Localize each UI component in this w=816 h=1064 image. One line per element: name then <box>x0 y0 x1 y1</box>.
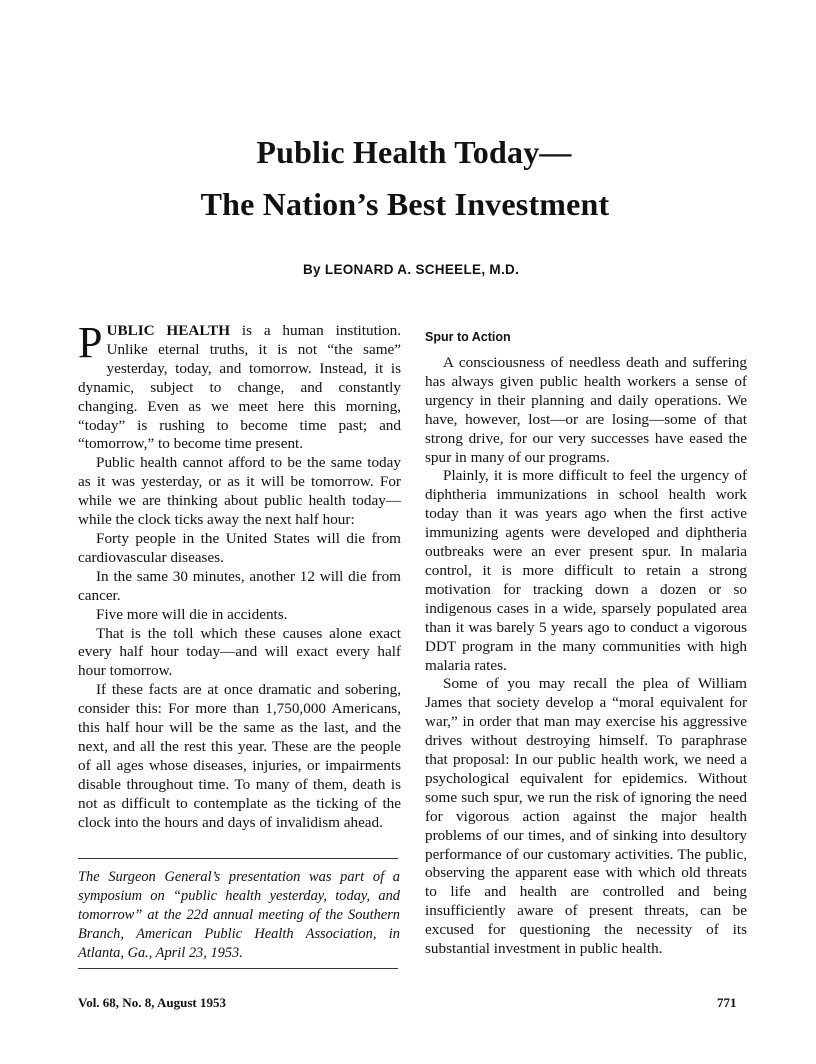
footnote-rule-bottom <box>78 968 398 969</box>
right-paragraph-2: Plainly, it is more difficult to feel the urgency of diphtheria immunizations in school health work today than it was years ago when the first active immunizing agents were developed and diphtheria outbreaks were an ever present spur. In malaria control, it is more difficult to retain a strong motivation for tracking down a dozen or so indigenous cases in a wide, sparsely populated area than it was barely 5 years ago to conduct a vigorous DDT program in the many communities with high malaria rates. <box>425 467 747 674</box>
right-column <box>425 354 747 959</box>
paragraph-1-text: is a human institution. Unlike eternal truths, it is not “the same” yesterday, today, and tomorrow. Instead, it is dynamic, subject to change, and constantly changing. Even as we meet here this morning, “today” is rushing to become time past; and “tomorrow,” to become time present. <box>78 322 401 453</box>
paragraph-4: In the same 30 minutes, another 12 will die from cancer. <box>78 567 401 604</box>
byline: By LEONARD A. SCHEELE, M.D. <box>303 262 520 277</box>
paragraph-2: Public health cannot afford to be the same today as it was yesterday, or as it will be tomorrow. For while we are thinking about public health today—while the clock ticks away the next half hour: <box>78 454 401 529</box>
article-title-line-2: The Nation’s Best Investment <box>200 186 610 222</box>
footnote-rule-top <box>78 858 398 859</box>
paragraph-6: That is the toll which these causes alone exact every half hour today—and will exact every half hour tomorrow. <box>78 624 401 680</box>
paragraph-3: Forty people in the United States will die from cardiovascular diseases. <box>78 529 401 566</box>
section-heading: Spur to Action <box>425 330 511 344</box>
left-column <box>78 318 401 832</box>
paragraph-1 <box>78 318 401 454</box>
paragraph-7: If these facts are at once dramatic and sobering, consider this: For more than 1,750,000 Americans, this half hour will be the same as the last, and the next, and all the rest this year. These are the people of all ages whose diseases, injuries, or impairments disable throughout time. To many of them, death is not as difficult to contemplate as the ticking of the clock into the hours and days of invalidism ahead. <box>78 681 401 831</box>
journal-citation: Vol. 68, No. 8, August 1953 <box>78 995 226 1010</box>
paragraph-5: Five more will die in accidents. <box>96 605 288 623</box>
right-paragraph-3: Some of you may recall the plea of William James that society develop a “moral equivalent for war,” in order that man may exercise his aggressive drives without destroying himself. To paraphrase that proposal: In our public health work, we need a psychological equivalent for epidemics. Without some such spur, we run the risk of ignoring the need for vigorous action against the major health problems of our times, and of sinking into desultory performance of our customary activities. The public, observing the apparent ease with which old threats to life and health are controlled and being insufficiently aware of present threats, can be excused for questioning the necessity of its substantial investment in public health. <box>425 675 747 958</box>
right-paragraph-1: A consciousness of needless death and suffering has always given public health workers a sense of urgency in their planning and daily operations. We have, however, lost—or are losing—some of that strong drive, for our very successes have eased the spur in many of our programs. <box>425 354 747 466</box>
lead-in: UBLIC HEALTH <box>106 322 231 339</box>
article-title-line-1: Public Health Today— <box>256 134 572 170</box>
page-number: 771 <box>717 995 737 1010</box>
footnote: The Surgeon General’s presentation was part of a symposium on “public health yesterday, today, and tomorrow” at the 22d annual meeting of the Southern Branch, American Public Health Association, in Atlanta, Ga., April 23, 1953. <box>78 869 400 961</box>
drop-cap: P <box>78 318 103 367</box>
